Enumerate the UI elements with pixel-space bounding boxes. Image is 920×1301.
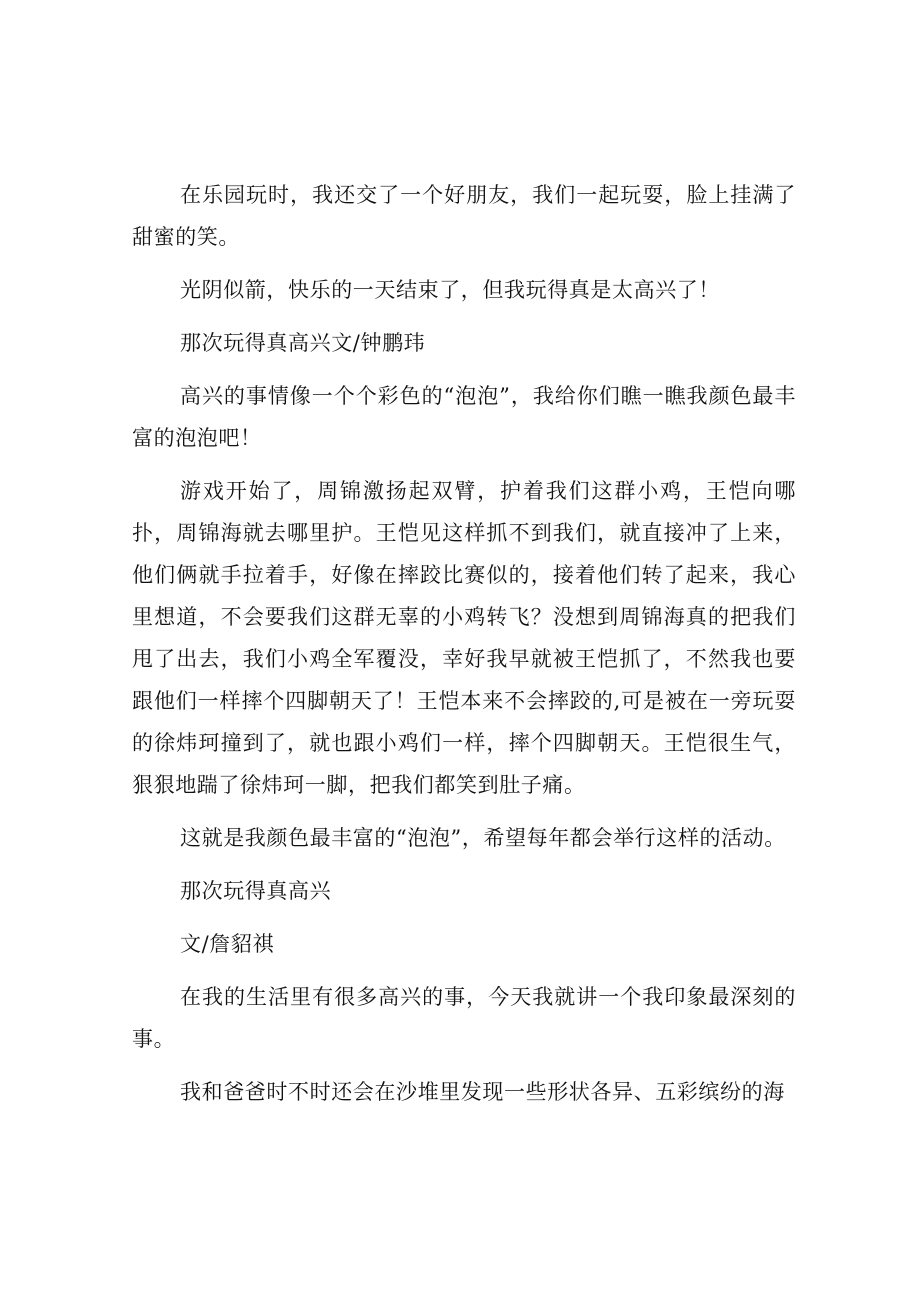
paragraph: 光阴似箭，快乐的一天结束了，但我玩得真是太高兴了！ [180,278,720,302]
author-line: 文/詹貂祺 [180,932,275,956]
section-title: 那次玩得真高兴 [180,879,332,903]
paragraph: 高兴的事情像一个个彩色的“泡泡”，我给你们瞧一瞧我颜色最丰富的泡泡吧！ [132,384,796,450]
paragraph: 游戏开始了，周锦激扬起双臂，护着我们这群小鸡，王恺向哪扑，周锦海就去哪里护。王恺见这样抓不到我们，就直接冲了上来，他们俩就手拉着手，好像在摔跤比赛似的，接着他们转了起来，我心里想道，不会要我们这群无辜的小鸡转飞？没想到周锦海真的把我们甩了出去，我们小鸡全军覆没，幸好我早就被王恺抓了，不然我也要跟他们一样摔个四脚朝天了！王恺本来不会摔跤的,可是被在一旁玩耍的徐炜珂撞到了，就也跟小鸡们一样，摔个四脚朝天。王恺很生气，狠狠地踹了徐炜珂一脚，把我们都笑到肚子痛。 [132,479,796,797]
section-title: 那次玩得真高兴文/钟鹏玮 [180,331,426,355]
paragraph: 在乐园玩时，我还交了一个好朋友，我们一起玩耍，脸上挂满了甜蜜的笑。 [132,183,796,249]
paragraph: 在我的生活里有很多高兴的事，今天我就讲一个我印象最深刻的事。 [132,985,796,1051]
paragraph: 我和爸爸时不时还会在沙堆里发现一些形状各异、五彩缤纷的海 [180,1080,785,1104]
document-body [132,174,796,1124]
paragraph: 这就是我颜色最丰富的“泡泡”，希望每年都会举行这样的活动。 [180,826,786,850]
